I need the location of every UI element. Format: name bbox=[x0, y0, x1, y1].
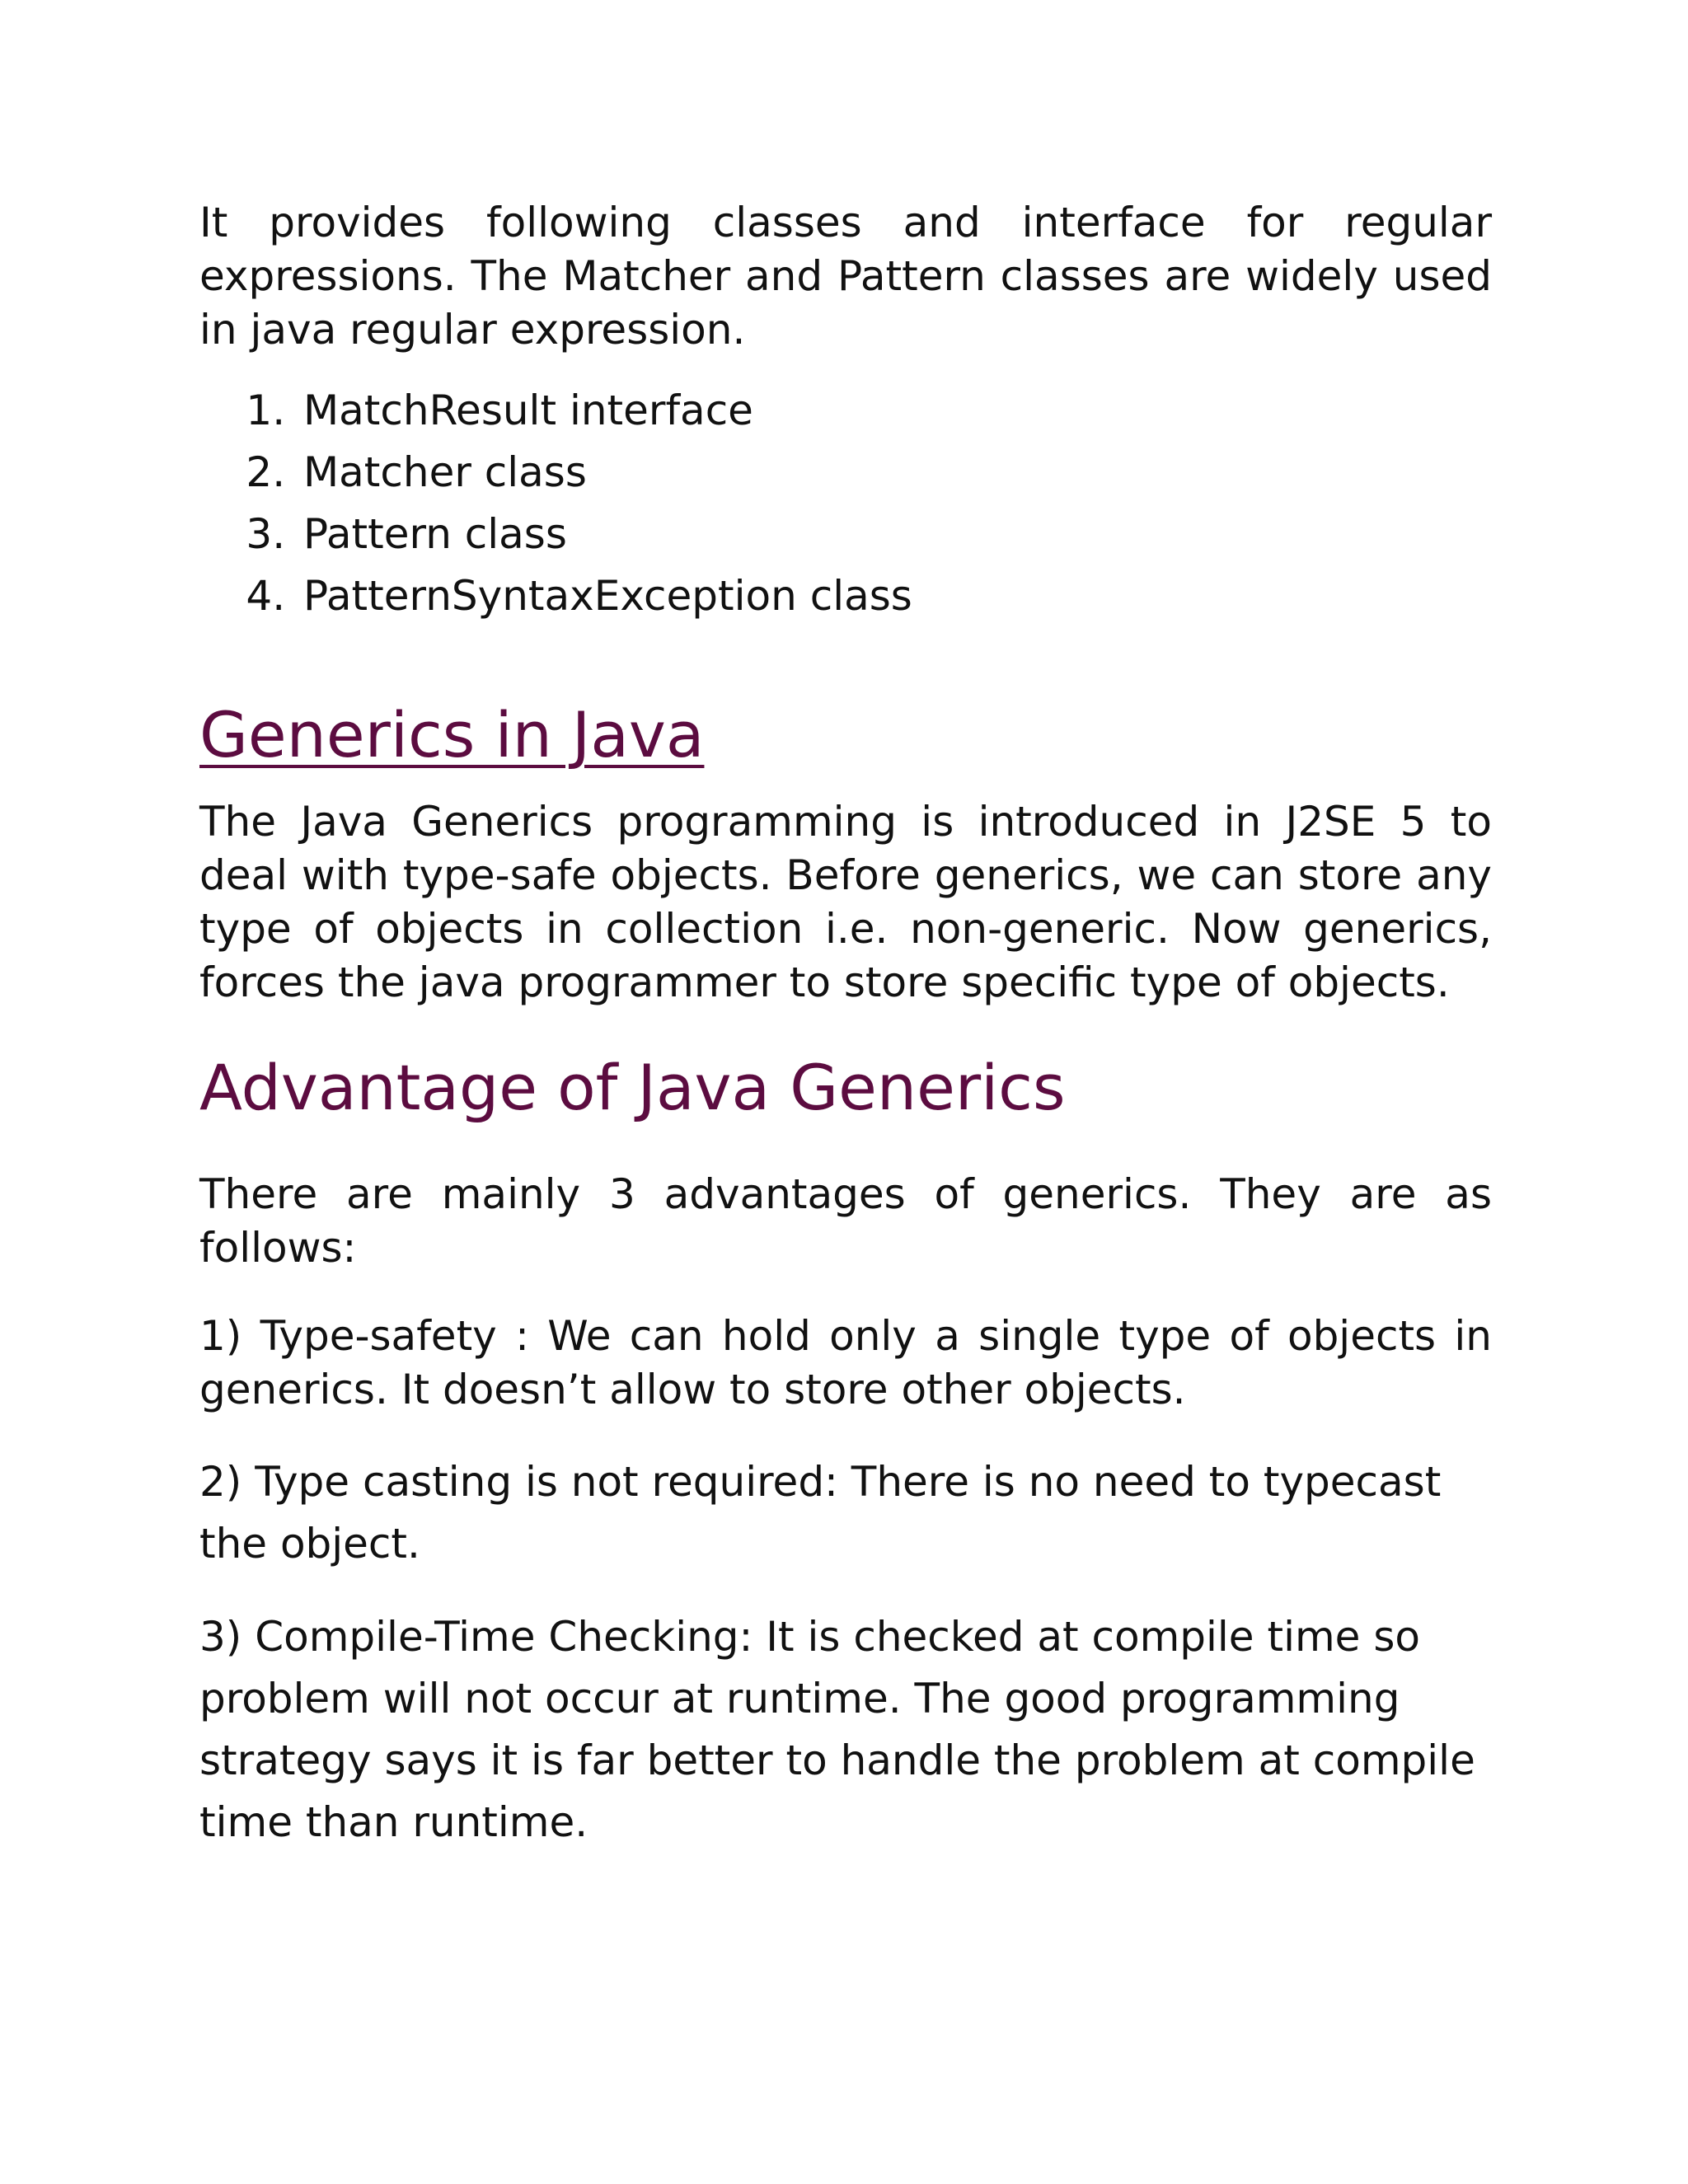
list-item: 3. Pattern class bbox=[298, 504, 1492, 565]
regex-class-list bbox=[199, 380, 1492, 627]
generics-paragraph: The Java Generics programming is introduced in J2SE 5 to deal with type-safe objects. Before generics, we can store any type of objects in collection i.e. non-generic. Now generics, forces the java programmer to store specific type of objects. bbox=[199, 798, 1492, 1006]
advantage-item-type-safety: 1) Type-safety : We can hold only a single type of objects in generics. It doesn’t allow to store other objects. bbox=[199, 1312, 1492, 1413]
list-item: 4. PatternSyntaxException class bbox=[298, 565, 1492, 627]
advantage-item-compile-time: 3) Compile-Time Checking: It is checked at compile time so problem will not occur at runtime. The good programming strategy says it is far better to handle the problem at compile time than runtime. bbox=[199, 1613, 1475, 1846]
list-item: 1. MatchResult interface bbox=[298, 380, 1492, 442]
list-item: 2. Matcher class bbox=[298, 442, 1492, 504]
intro-paragraph: It provides following classes and interface for regular expressions. The Matcher and Pattern classes are widely used in java regular expression. bbox=[199, 199, 1492, 354]
advantage-heading: Advantage of Java Generics bbox=[199, 1051, 1066, 1124]
document-page bbox=[199, 196, 1492, 1854]
advantages-intro: There are mainly 3 advantages of generics. They are as follows: bbox=[199, 1170, 1492, 1272]
advantage-item-type-casting: 2) Type casting is not required: There is no need to typecast the object. bbox=[199, 1458, 1442, 1568]
generics-heading: Generics in Java bbox=[199, 698, 705, 771]
